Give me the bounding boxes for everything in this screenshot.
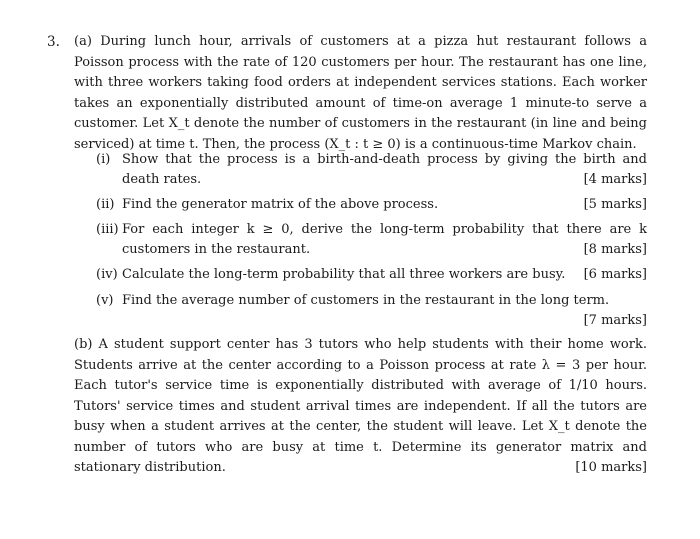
subquestion-v bbox=[96, 291, 647, 311]
subquestion-text: Calculate the long-term probability that all three workers are busy. bbox=[122, 267, 566, 282]
part-a-text: During lunch hour, arrivals of customers at a pizza hut restaurant follows a Poisson process with the rate of 120 customers per hour. The restaurant has one line, with three workers taking food orders at independent services stations. Each worker takes an exponentially distributed amount of time-on average 1 minute-to serve a customer. Let X_t denote the number of customers in the restaurant (in line and being serviced) at time t. Then, the process (X_t : t ≥ 0) is a continuous-time Markov chain. bbox=[74, 34, 647, 152]
subquestion-label: (ii) bbox=[96, 197, 115, 212]
marks-badge: [7 marks] bbox=[583, 313, 647, 328]
part-b-paragraph bbox=[74, 335, 647, 479]
marks-badge: [6 marks] bbox=[583, 267, 647, 282]
subquestion-label: (v) bbox=[96, 293, 114, 308]
part-b-label: (b) bbox=[74, 337, 93, 352]
subquestion-i bbox=[96, 150, 647, 190]
marks-badge: [5 marks] bbox=[583, 197, 647, 212]
subquestion-text: Show that the process is a birth-and-death process by giving the birth and death rates. bbox=[122, 152, 647, 187]
subquestion-iii bbox=[96, 220, 647, 260]
part-a-paragraph bbox=[74, 32, 647, 155]
part-a-label: (a) bbox=[74, 34, 92, 49]
subquestion-label: (iii) bbox=[96, 222, 119, 237]
subquestion-iv bbox=[96, 265, 647, 285]
subquestion-label: (iv) bbox=[96, 267, 118, 282]
part-b-text: A student support center has 3 tutors who help students with their home work. Students arrive at the center according to a Poisson process at rate λ = 3 per hour. Each tutor's service time is exponentially distributed with average of 1/10 hours. Tutors' service times and student arrival times are independent. If all the tutors are busy when a student arrives at the center, the student will leave. Let X_t denote the number of tutors who are busy at time t. Determine its generator matrix and stationary distribution. bbox=[74, 337, 647, 475]
subquestion-label: (i) bbox=[96, 152, 111, 167]
marks-badge: [8 marks] bbox=[583, 242, 647, 257]
marks-badge: [10 marks] bbox=[575, 460, 647, 475]
subquestion-text: Find the generator matrix of the above process. bbox=[122, 197, 439, 212]
subquestion-text: Find the average number of customers in the restaurant in the long term. bbox=[122, 293, 610, 308]
subquestion-text: For each integer k ≥ 0, derive the long-term probability that there are k customers in the restaurant. bbox=[122, 222, 647, 257]
marks-badge: [4 marks] bbox=[583, 172, 647, 187]
question-number: 3. bbox=[47, 34, 60, 50]
subquestion-ii bbox=[96, 195, 647, 215]
